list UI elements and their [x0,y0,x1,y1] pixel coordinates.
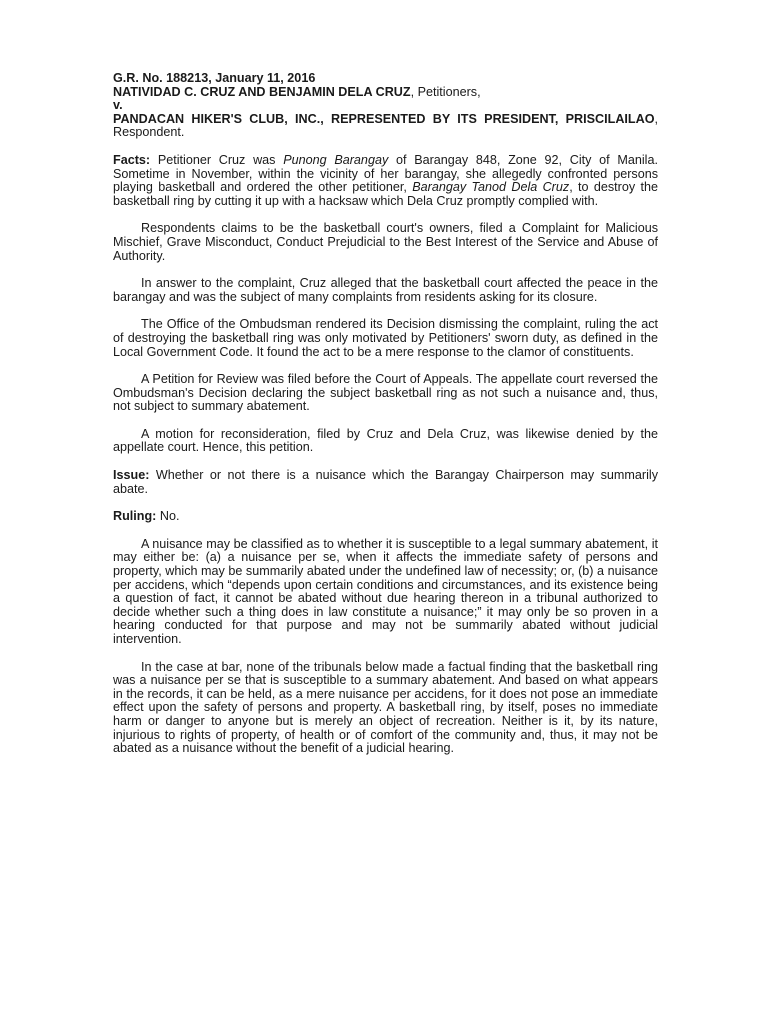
ombudsman-paragraph: The Office of the Ombudsman rendered its Decision dismissing the complaint, ruling the act of destroying the basketball ring was only motivated by Petitioners' sworn duty, as defined in the Local Government Code. It found the act to be a mere response to the clamor of constituents. [113,317,658,359]
case-at-bar-paragraph: In the case at bar, none of the tribunals below made a factual finding that the basketball ring was a nuisance per se that is susceptible to a summary abatement. And based on what appears in the records, it can be held, as a mere nuisance per accidens, for it does not pose an immediate effect upon the safety of persons and property. A basketball ring, by itself, poses no immediate harm or danger to anyone but is merely an object of recreation. Neither is it, by its nature, injurious to rights of property, of health or of comfort of the community and, thus, it may not be abated as a nuisance without the benefit of a judicial hearing. [113,659,658,756]
issue-paragraph: Issue: Whether or not there is a nuisance which the Barangay Chairperson may summarily abate. [113,468,658,496]
reconsideration-paragraph: A motion for reconsideration, filed by Cruz and Dela Cruz, was likewise denied by the appellate court. Hence, this petition. [113,426,658,455]
versus-line: v. [113,98,123,113]
answer-paragraph: In answer to the complaint, Cruz alleged that the basketball court affected the peace in the barangay and was the subject of many complaints from residents asking for its closure. [113,276,658,304]
facts-paragraph: Facts: Petitioner Cruz was Punong Barangay of Barangay 848, Zone 92, City of Manila. Sometime in November, within the vicinity of her barangay, she allegedly confronted persons playing basketball and ordered the other petitioner, Barangay Tanod Dela Cruz, to destroy the basketball ring by cutting it up with a hacksaw which Dela Cruz promptly complied with. [113,152,659,208]
case-header [113,72,658,140]
document-page [113,72,658,770]
respondent-line: PANDACAN HIKER'S CLUB, INC., REPRESENTED BY ITS PRESIDENT, PRISCILAILAO, Respondent. [113,111,658,140]
ruling-heading: Ruling: No. [113,509,180,524]
complaint-paragraph: Respondents claims to be the basketball court's owners, filed a Complaint for Malicious Mischief, Grave Misconduct, Conduct Prejudicial to the Best Interest of the Service and Abuse of Authority. [113,221,658,263]
petitioners-line: NATIVIDAD C. CRUZ AND BENJAMIN DELA CRUZ, Petitioners, [113,84,481,99]
nuisance-classification-paragraph: A nuisance may be classified as to whether it is susceptible to a legal summary abatement, it may either be: (a) a nuisance per se, when it affects the immediate safety of persons and property, which may be summarily abated under the undefined law of necessity; or, (b) a nuisance per accidens, which “depends upon certain conditions and circumstances, and its existence being a question of fact, it cannot be abated without due hearing thereon in a tribunal authorized to decide whether such a thing does in law constitute a nuisance;” it may only be so proven in a hearing conducted for that purpose and may not be summarily abated without judicial intervention. [113,536,658,646]
petition-review-paragraph: A Petition for Review was filed before the Court of Appeals. The appellate court reversed the Ombudsman's Decision declaring the subject basketball ring as not such a nuisance and, thus, not subject to summary abatement. [113,372,658,414]
case-number: G.R. No. 188213, January 11, 2016 [113,71,316,85]
